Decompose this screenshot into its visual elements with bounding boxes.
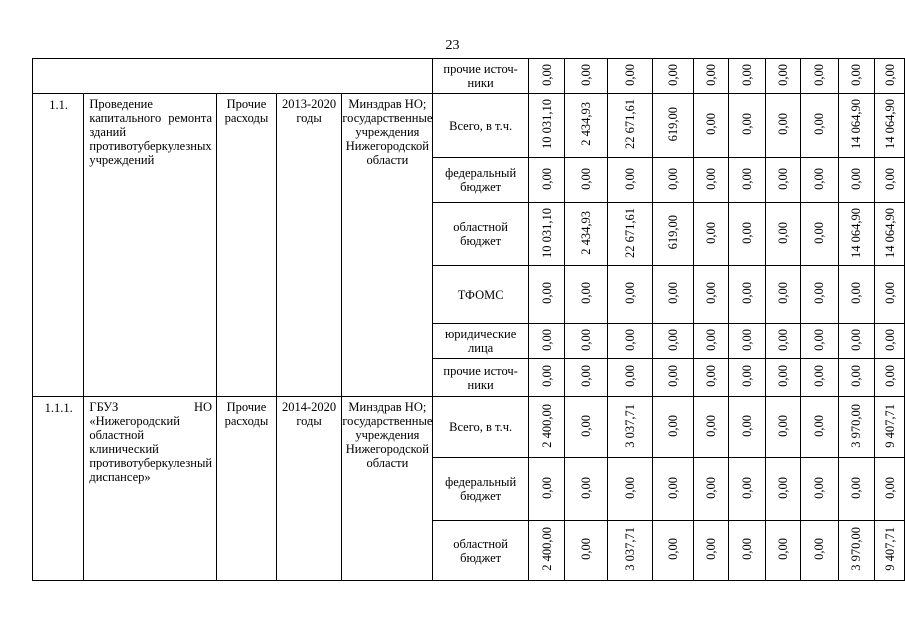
value-text: 0,00 <box>812 476 827 499</box>
executor: Минздрав НО; государственные учреждения Нижегородской области <box>342 94 433 397</box>
value-text: 0,00 <box>665 63 680 86</box>
value-text: 0,00 <box>812 113 827 135</box>
value-text: 0,00 <box>622 282 637 304</box>
value-text: 0,00 <box>578 282 593 304</box>
value-text: 0,00 <box>812 538 827 560</box>
value-cell <box>729 397 765 458</box>
value-cell <box>653 203 694 266</box>
value-cell <box>607 324 653 359</box>
value-cell <box>528 359 564 397</box>
value-text: 619,00 <box>665 106 680 142</box>
value-text: 0,00 <box>539 365 554 387</box>
value-text: 0,00 <box>776 538 791 560</box>
table-row <box>33 397 905 458</box>
measure-name: ГБУЗ НО «Нижегородский областной клинический противотуберкулезный диспансер» <box>84 397 217 581</box>
value-text: 0,00 <box>739 167 754 190</box>
value-cell <box>693 324 729 359</box>
value-text: 0,00 <box>812 63 827 86</box>
period: 2013-2020 годы <box>276 94 342 397</box>
value-cell <box>528 266 564 324</box>
source-cell: Всего, в т.ч. <box>433 94 528 158</box>
value-cell <box>838 266 874 324</box>
value-cell <box>838 359 874 397</box>
continuation-row <box>33 59 905 94</box>
value-text: 0,00 <box>703 113 718 135</box>
value-cell <box>565 266 607 324</box>
value-cell <box>838 324 874 359</box>
value-cell <box>838 94 874 158</box>
value-cell <box>875 266 905 324</box>
value-cell <box>653 59 694 94</box>
value-text: 0,00 <box>776 63 791 86</box>
value-cell <box>801 324 838 359</box>
value-cell <box>801 397 838 458</box>
value-cell <box>693 203 729 266</box>
source-cell: федеральный бюджет <box>433 458 528 521</box>
value-text: 0,00 <box>703 282 718 304</box>
value-text: 0,00 <box>539 282 554 304</box>
value-cell <box>565 359 607 397</box>
value-cell <box>565 158 607 203</box>
value-text: 0,00 <box>578 63 593 86</box>
value-text: 14 064,90 <box>882 207 897 258</box>
value-text: 0,00 <box>665 538 680 560</box>
value-text: 2 434,93 <box>578 210 593 255</box>
expense-type: Прочие расходы <box>217 94 277 397</box>
value-cell <box>607 94 653 158</box>
value-text: 0,00 <box>849 282 864 304</box>
source-cell: областной бюджет <box>433 203 528 266</box>
value-cell <box>765 359 801 397</box>
value-text: 0,00 <box>739 282 754 304</box>
value-text: 2 434,93 <box>578 102 593 146</box>
value-text: 0,00 <box>882 365 897 387</box>
value-text: 10 031,10 <box>539 207 554 258</box>
value-cell <box>607 158 653 203</box>
value-text: 0,00 <box>703 538 718 560</box>
value-cell <box>607 397 653 458</box>
value-cell <box>693 59 729 94</box>
value-text: 0,00 <box>578 365 593 387</box>
value-cell <box>765 266 801 324</box>
value-cell <box>528 397 564 458</box>
value-text: 0,00 <box>578 328 593 351</box>
value-cell <box>838 59 874 94</box>
value-text: 0,00 <box>622 476 637 499</box>
value-text: 0,00 <box>739 414 754 437</box>
value-cell <box>765 203 801 266</box>
value-cell <box>729 158 765 203</box>
value-text: 0,00 <box>665 476 680 499</box>
value-cell <box>607 59 653 94</box>
value-cell <box>693 521 729 581</box>
value-text: 0,00 <box>665 167 680 190</box>
value-text: 3 037,71 <box>622 403 637 448</box>
value-text: 0,00 <box>665 328 680 351</box>
value-cell <box>765 94 801 158</box>
value-cell <box>653 324 694 359</box>
budget-table <box>32 58 905 581</box>
value-cell <box>653 158 694 203</box>
value-text: 14 064,90 <box>882 99 897 149</box>
value-cell <box>801 458 838 521</box>
value-cell <box>565 458 607 521</box>
value-text: 0,00 <box>776 282 791 304</box>
value-text: 0,00 <box>812 365 827 387</box>
value-cell <box>801 94 838 158</box>
value-cell <box>801 203 838 266</box>
value-text: 0,00 <box>812 221 827 244</box>
value-text: 0,00 <box>882 282 897 304</box>
value-cell <box>607 203 653 266</box>
value-text: 0,00 <box>776 365 791 387</box>
value-text: 0,00 <box>812 282 827 304</box>
value-text: 0,00 <box>739 113 754 135</box>
value-text: 22 671,61 <box>622 207 637 258</box>
value-cell <box>528 94 564 158</box>
value-text: 0,00 <box>812 328 827 351</box>
value-text: 0,00 <box>703 414 718 437</box>
value-text: 0,00 <box>776 414 791 437</box>
source-cell: областной бюджет <box>433 521 528 581</box>
value-text: 2 400,00 <box>539 527 554 571</box>
value-cell <box>875 458 905 521</box>
value-text: 0,00 <box>776 167 791 190</box>
value-text: 0,00 <box>665 414 680 437</box>
value-text: 0,00 <box>882 167 897 190</box>
expense-type: Прочие расходы <box>217 397 277 581</box>
value-cell <box>729 324 765 359</box>
value-text: 619,00 <box>665 215 680 250</box>
value-text: 0,00 <box>539 476 554 499</box>
value-text: 22 671,61 <box>622 99 637 149</box>
value-cell <box>875 397 905 458</box>
value-text: 0,00 <box>739 221 754 244</box>
executor: Минздрав НО; государственные учреждения Нижегородской области <box>342 397 433 581</box>
value-cell <box>528 324 564 359</box>
value-text: 0,00 <box>622 365 637 387</box>
value-cell <box>607 458 653 521</box>
value-text: 0,00 <box>539 167 554 190</box>
value-text: 0,00 <box>882 328 897 351</box>
value-cell <box>875 158 905 203</box>
table-row <box>33 94 905 158</box>
value-cell <box>729 521 765 581</box>
value-cell <box>765 458 801 521</box>
value-cell <box>693 397 729 458</box>
source-cell: федеральный бюджет <box>433 158 528 203</box>
value-text: 0,00 <box>739 63 754 86</box>
source-cell: Всего, в т.ч. <box>433 397 528 458</box>
value-cell <box>653 266 694 324</box>
value-text: 10 031,10 <box>539 99 554 149</box>
value-cell <box>693 94 729 158</box>
source-cell: ТФОМС <box>433 266 528 324</box>
value-cell <box>653 397 694 458</box>
row-number: 1.1.1. <box>33 397 84 581</box>
value-text: 3 037,71 <box>622 527 637 571</box>
value-cell <box>838 158 874 203</box>
value-text: 0,00 <box>776 221 791 244</box>
value-cell <box>607 521 653 581</box>
value-text: 0,00 <box>849 328 864 351</box>
value-text: 9 407,71 <box>882 403 897 448</box>
value-text: 0,00 <box>703 328 718 351</box>
value-text: 0,00 <box>578 414 593 437</box>
value-text: 0,00 <box>882 476 897 499</box>
value-cell <box>729 266 765 324</box>
value-cell <box>528 521 564 581</box>
value-cell <box>653 359 694 397</box>
value-cell <box>693 458 729 521</box>
value-text: 0,00 <box>703 63 718 86</box>
source-cell: прочие источ-ники <box>433 59 528 94</box>
value-cell <box>801 266 838 324</box>
value-cell <box>729 458 765 521</box>
value-text: 0,00 <box>578 167 593 190</box>
value-cell <box>875 521 905 581</box>
value-text: 0,00 <box>665 282 680 304</box>
value-cell <box>838 521 874 581</box>
measure-name: Проведение капитального ремонта зданий противотуберкулезных учреждений <box>84 94 217 397</box>
value-cell <box>528 158 564 203</box>
value-cell <box>875 324 905 359</box>
row-number: 1.1. <box>33 94 84 397</box>
value-text: 0,00 <box>849 365 864 387</box>
value-cell <box>528 203 564 266</box>
value-text: 0,00 <box>739 328 754 351</box>
value-cell <box>875 94 905 158</box>
value-text: 0,00 <box>739 365 754 387</box>
value-cell <box>838 203 874 266</box>
value-cell <box>875 59 905 94</box>
value-text: 14 064,90 <box>849 99 864 149</box>
value-cell <box>838 397 874 458</box>
value-cell <box>565 397 607 458</box>
value-text: 0,00 <box>665 365 680 387</box>
value-cell <box>838 458 874 521</box>
value-cell <box>801 59 838 94</box>
value-text: 9 407,71 <box>882 527 897 571</box>
value-cell <box>653 94 694 158</box>
value-cell <box>565 94 607 158</box>
value-cell <box>801 158 838 203</box>
table-body <box>33 59 905 581</box>
value-cell <box>607 359 653 397</box>
value-cell <box>565 521 607 581</box>
value-text: 0,00 <box>739 476 754 499</box>
source-cell: прочие источ-ники <box>433 359 528 397</box>
value-cell <box>875 203 905 266</box>
value-cell <box>565 203 607 266</box>
value-text: 0,00 <box>849 63 864 86</box>
value-cell <box>729 59 765 94</box>
value-text: 2 400,00 <box>539 403 554 448</box>
period: 2014-2020 годы <box>276 397 342 581</box>
value-text: 0,00 <box>812 414 827 437</box>
value-text: 0,00 <box>849 167 864 190</box>
value-text: 0,00 <box>703 167 718 190</box>
value-cell <box>693 266 729 324</box>
value-text: 0,00 <box>703 365 718 387</box>
value-cell <box>765 158 801 203</box>
value-cell <box>693 359 729 397</box>
value-cell <box>565 324 607 359</box>
value-cell <box>653 521 694 581</box>
value-cell <box>765 59 801 94</box>
value-cell <box>729 203 765 266</box>
value-text: 0,00 <box>539 328 554 351</box>
value-text: 0,00 <box>776 476 791 499</box>
value-cell <box>528 458 564 521</box>
value-text: 3 970,00 <box>849 403 864 448</box>
value-text: 0,00 <box>703 476 718 499</box>
blank-cell <box>33 59 433 94</box>
value-cell <box>765 324 801 359</box>
value-text: 0,00 <box>776 328 791 351</box>
value-text: 0,00 <box>882 63 897 86</box>
value-text: 14 064,90 <box>849 207 864 258</box>
value-cell <box>729 94 765 158</box>
value-cell <box>693 158 729 203</box>
value-cell <box>729 359 765 397</box>
value-text: 0,00 <box>703 221 718 244</box>
value-cell <box>565 59 607 94</box>
value-cell <box>801 521 838 581</box>
value-text: 0,00 <box>622 167 637 190</box>
value-text: 0,00 <box>578 476 593 499</box>
value-text: 0,00 <box>539 63 554 86</box>
value-text: 0,00 <box>849 476 864 499</box>
value-cell <box>607 266 653 324</box>
value-text: 3 970,00 <box>849 527 864 571</box>
value-cell <box>765 397 801 458</box>
value-cell <box>653 458 694 521</box>
page-number: 23 <box>445 38 460 53</box>
value-cell <box>765 521 801 581</box>
value-text: 0,00 <box>739 538 754 560</box>
value-text: 0,00 <box>578 538 593 560</box>
value-cell <box>528 59 564 94</box>
value-text: 0,00 <box>812 167 827 190</box>
value-cell <box>875 359 905 397</box>
source-cell: юридические лица <box>433 324 528 359</box>
value-cell <box>801 359 838 397</box>
value-text: 0,00 <box>622 63 637 86</box>
value-text: 0,00 <box>776 113 791 135</box>
value-text: 0,00 <box>622 328 637 351</box>
